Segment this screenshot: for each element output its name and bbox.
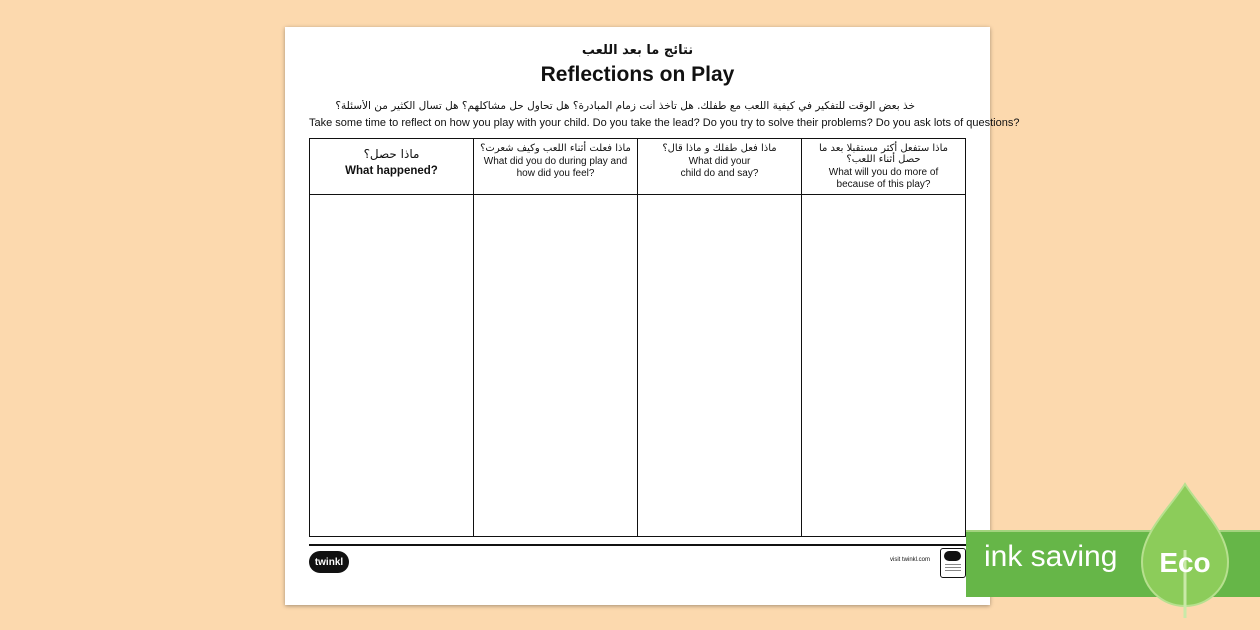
column-header (638, 139, 801, 195)
table-column (802, 139, 965, 536)
column-header-arabic: ماذا حصل؟ (363, 147, 420, 161)
column-header (310, 139, 473, 195)
table-column (310, 139, 474, 536)
twinkl-logo: twinkl (309, 551, 349, 573)
column-header (474, 139, 637, 195)
ink-saving-label: ink saving (984, 540, 1118, 573)
column-header (802, 139, 965, 195)
writing-area (474, 195, 637, 536)
eco-leaf-label: Eco (1159, 547, 1211, 578)
instructions-english: Take some time to reflect on how you play with your child. Do you take the lead? Do you try to solve their problems? Do you ask lots of questions? (309, 117, 1020, 129)
column-header-arabic: ماذا فعل طفلك و ماذا قال؟ (662, 143, 777, 154)
worksheet-title: Reflections on Play (540, 63, 735, 86)
column-header-arabic: ماذا فعلت أثناء اللعب وكيف شعرت؟ (480, 143, 631, 154)
column-header-english: What did your child do and say? (680, 156, 759, 179)
reflection-table (309, 138, 966, 537)
writing-area (310, 195, 473, 536)
column-header-english: What will you do more of because of this play? (828, 167, 939, 190)
footer-visit-text: visit twinkl.com (890, 557, 931, 563)
writing-area (802, 195, 965, 536)
writing-area (638, 195, 801, 536)
footer-divider (309, 544, 966, 546)
instructions-arabic: خذ بعض الوقت للتفكير في كيفية اللعب مع طفلك. هل تأخذ أنت زمام المبادرة؟ هل تحاول حل مشاكلهم؟ هل تسأل الكثير من الأسئلة؟ (335, 100, 915, 112)
table-column (474, 139, 638, 536)
worksheet-page (285, 27, 1020, 605)
column-header-english: What happened? (345, 165, 438, 177)
column-header-arabic: ماذا ستفعل أكثر مستقبلا بعد ما حصل أثناء اللعب؟ (818, 143, 949, 165)
worksheet-title-arabic: نتائج ما بعد اللعب (581, 43, 694, 58)
quality-badge-icon (940, 548, 966, 578)
eco-leaf-icon (1138, 480, 1232, 620)
column-header-english: What did you do during play and how did you feel? (483, 156, 628, 179)
table-column (638, 139, 802, 536)
